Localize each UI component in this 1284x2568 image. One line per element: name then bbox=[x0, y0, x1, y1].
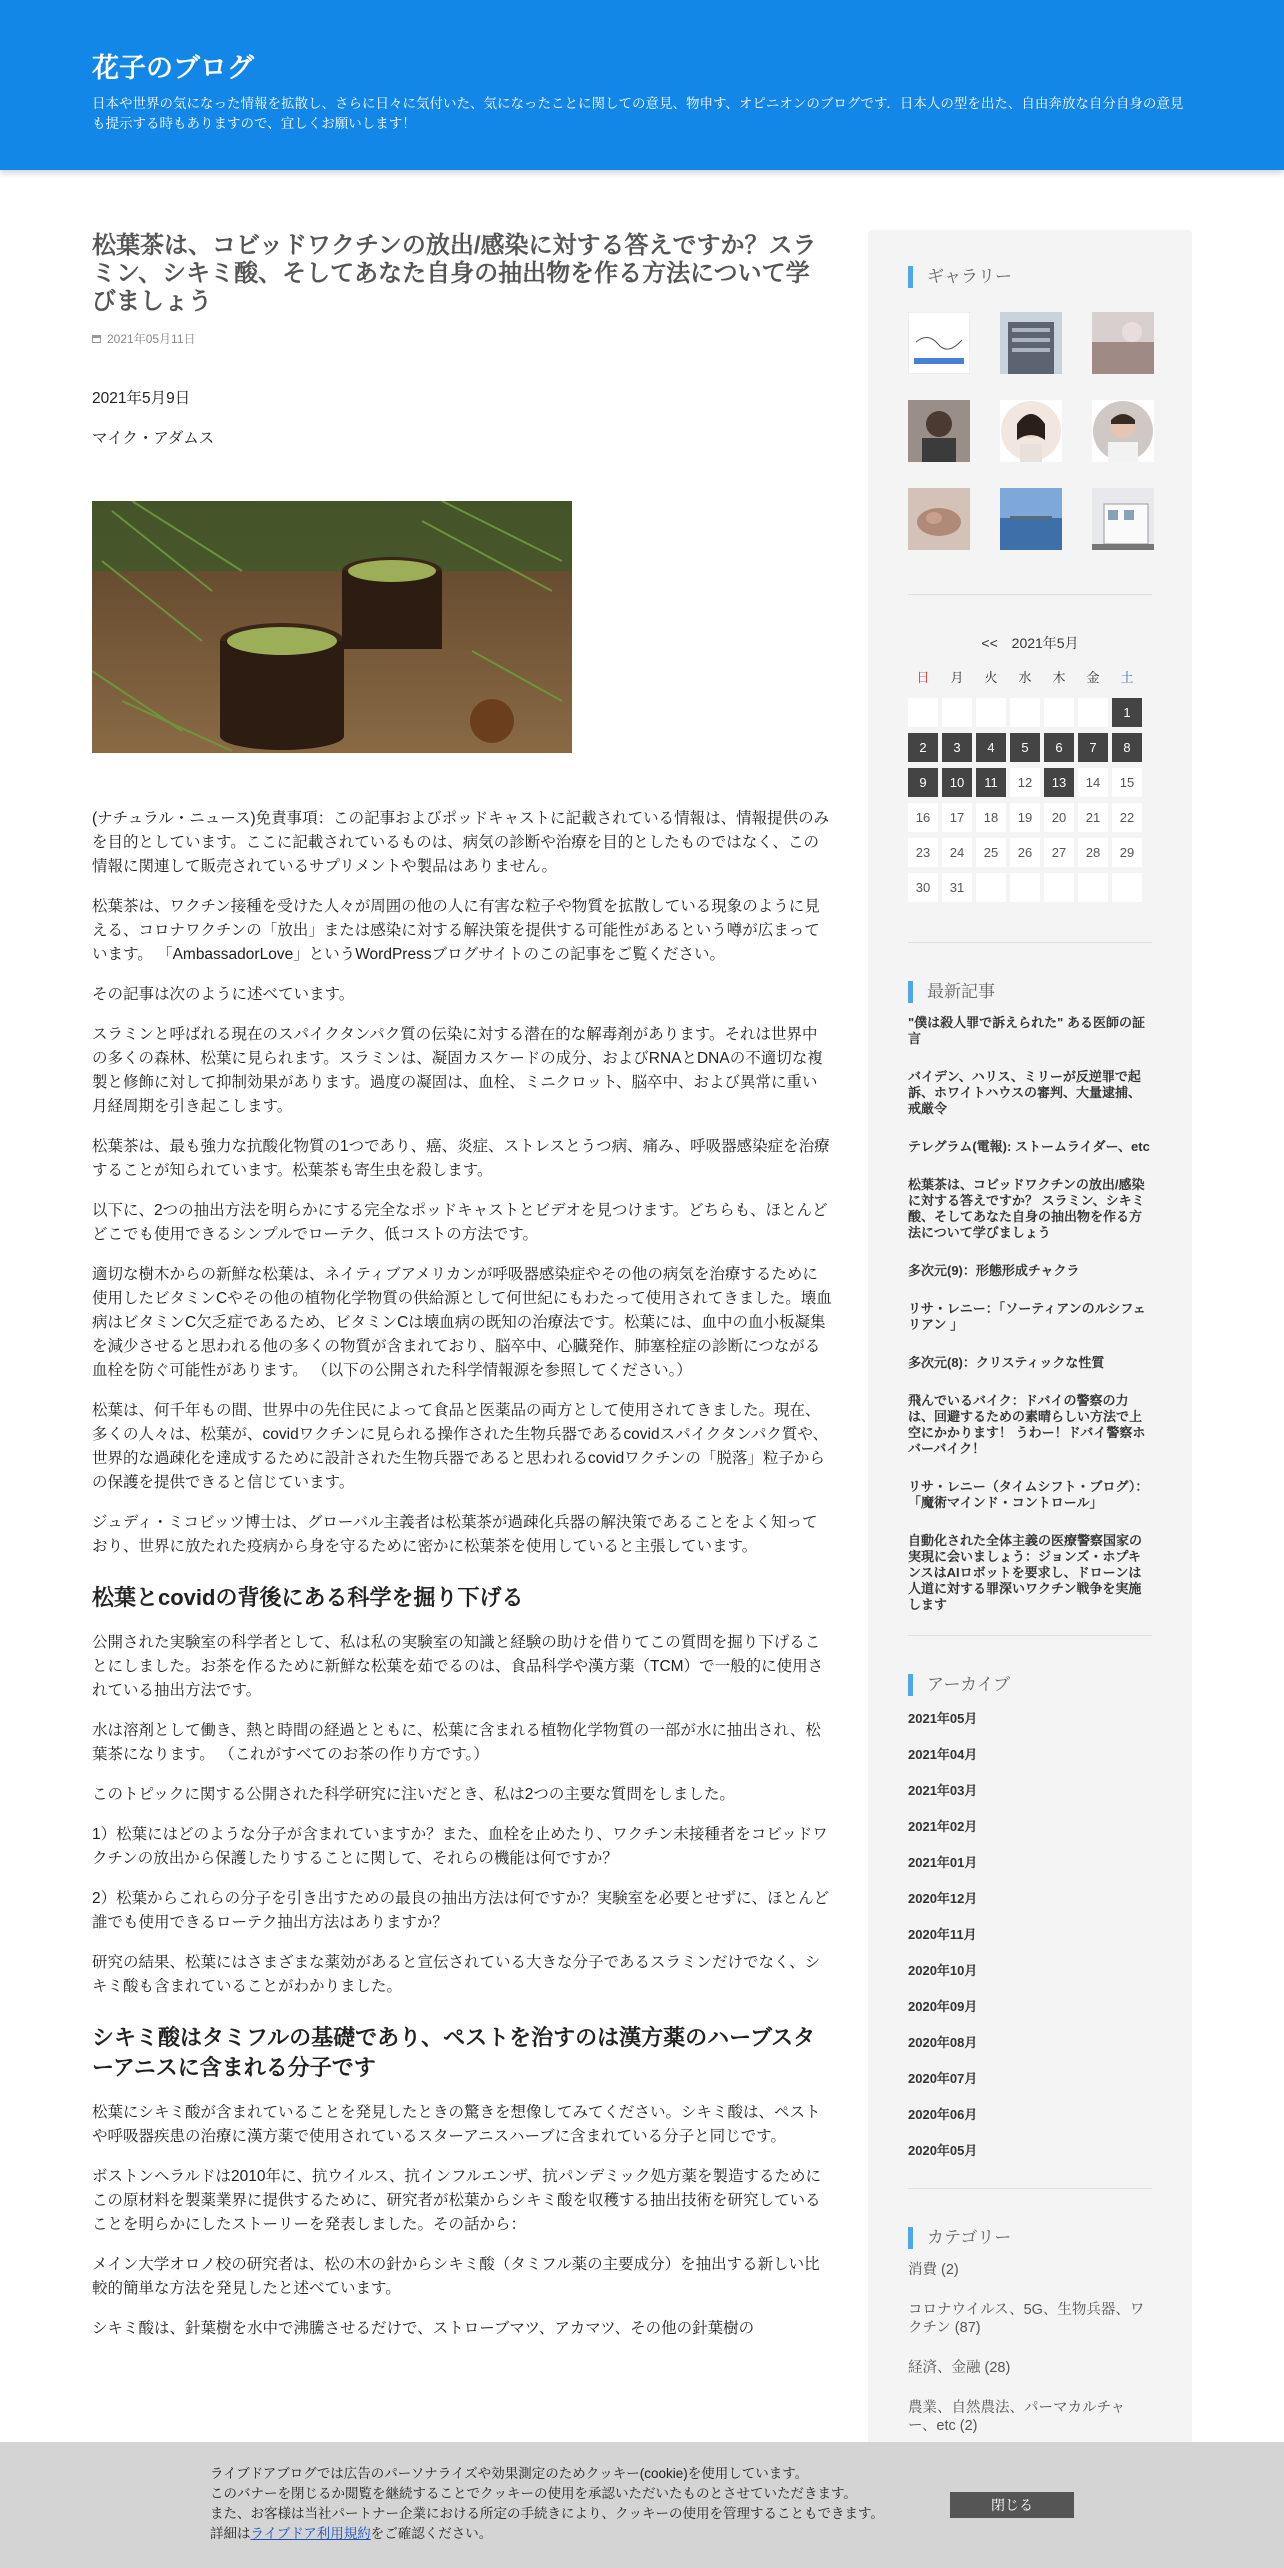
calendar-weekday: 金 bbox=[1086, 670, 1100, 685]
recent-item[interactable]: リサ・レニー（タイムシフト・ブログ）：「魔術マインド・コントロール」 bbox=[908, 1479, 1149, 1510]
calendar-day: 24 bbox=[942, 838, 972, 867]
paragraph: 松葉茶は、ワクチン接種を受けた人々が周囲の他の人に有害な粒子や物質を拡散している現象のように見える、コロナワクチンの「放出」または感染に対する解決策を提供する可能性があるという噂が広まっています。 「AmbassadorLove」というWordPressブログサイトのこの記事をご覧ください。 bbox=[92, 898, 820, 963]
recent-item[interactable]: "僕は殺人罪で訴えられた" ある医師の証言 bbox=[908, 1015, 1145, 1046]
paragraph: 水は溶剤として働き、熱と時間の経過とともに、松葉に含まれる植物化学物質の一部が水に抽出され、松葉茶になります。 （これがすべてのお茶の作り方です。） bbox=[92, 1722, 821, 1763]
archive-item[interactable]: 2021年01月 bbox=[908, 1855, 978, 1870]
calendar-day[interactable]: 3 bbox=[942, 733, 972, 762]
calendar-day: 17 bbox=[942, 803, 972, 832]
recent-item[interactable]: 松葉茶は、コビッドワクチンの放出/感染に対する答えですか？ スラミン、シキミ酸、そしてあなた自身の抽出物を作る方法について学びましょう bbox=[908, 1177, 1145, 1240]
cookie-text bbox=[210, 2464, 884, 2544]
article-author: マイク・アダムス bbox=[92, 430, 215, 447]
category-item[interactable]: 農業、自然農法、パーマカルチャー、etc (2) bbox=[908, 2400, 1126, 2434]
archive-item[interactable]: 2021年02月 bbox=[908, 1819, 978, 1834]
calendar-weekday: 月 bbox=[950, 670, 964, 685]
calendar-prev-link[interactable]: << bbox=[981, 635, 998, 651]
calendar-day[interactable]: 13 bbox=[1044, 768, 1074, 797]
calendar-day[interactable]: 4 bbox=[976, 733, 1006, 762]
recent-item[interactable]: バイデン、ハリス、ミリーが反逆罪で起訴、ホワイトハウスの審判、大量逮捕、戒厳令 bbox=[908, 1069, 1141, 1116]
post-date bbox=[92, 330, 832, 347]
calendar-empty-cell bbox=[908, 698, 938, 727]
sidebar bbox=[868, 230, 1192, 2480]
archive-item[interactable]: 2020年05月 bbox=[908, 2143, 978, 2158]
calendar-day: 28 bbox=[1078, 838, 1108, 867]
paragraph: メイン大学オロノ校の研究者は、松の木の針からシキミ酸（タミフル薬の主要成分）を抽出する新しい比較的簡単な方法を発見したと述べています。 bbox=[92, 2256, 820, 2297]
recent-title: 最新記事 bbox=[908, 981, 1152, 1003]
archive-item[interactable]: 2021年03月 bbox=[908, 1783, 978, 1798]
calendar-day: 21 bbox=[1078, 803, 1108, 832]
calendar-empty-cell bbox=[976, 698, 1006, 727]
calendar-weekday: 土 bbox=[1120, 670, 1134, 685]
calendar-empty-cell bbox=[1078, 698, 1108, 727]
paragraph: 以下に、2つの抽出方法を明らかにする完全なポッドキャストとビデオを見つけます。どちらも、ほとんどどこでも使用できるシンプルでローテク、低コストの方法です。 bbox=[92, 1202, 828, 1243]
calendar-empty-cell bbox=[1112, 873, 1142, 902]
cookie-line-suffix: をご確認ください。 bbox=[370, 2526, 493, 2541]
calendar-day[interactable]: 6 bbox=[1044, 733, 1074, 762]
calendar-empty-cell bbox=[1044, 873, 1074, 902]
recent-item[interactable]: 飛んでいるバイク：ドバイの警察の力は、回避するための素晴らしい方法で上空にかかります！ うわー！ドバイ警察ホバーバイク！ bbox=[908, 1393, 1146, 1456]
section-heading: 松葉とcovidの背後にある科学を掘り下げる bbox=[92, 1585, 524, 1610]
gallery-thumb[interactable] bbox=[908, 312, 970, 374]
calendar-day[interactable]: 2 bbox=[908, 733, 938, 762]
calendar-empty-cell bbox=[1010, 698, 1040, 727]
calendar-day[interactable]: 8 bbox=[1112, 733, 1142, 762]
archive-item[interactable]: 2021年04月 bbox=[908, 1747, 978, 1762]
calendar-empty-cell bbox=[1044, 698, 1074, 727]
divider bbox=[908, 594, 1152, 595]
archive-item[interactable]: 2020年08月 bbox=[908, 2035, 978, 2050]
paragraph: その記事は次のように述べています。 bbox=[92, 986, 355, 1003]
calendar-day: 18 bbox=[976, 803, 1006, 832]
calendar-day[interactable]: 5 bbox=[1010, 733, 1040, 762]
recent-list bbox=[908, 1015, 1152, 1613]
site-title[interactable]: 花子のブログ bbox=[92, 53, 254, 83]
calendar-day: 14 bbox=[1078, 768, 1108, 797]
calendar-day: 26 bbox=[1010, 838, 1040, 867]
gallery-thumb[interactable] bbox=[1092, 488, 1154, 550]
calendar-weekday: 火 bbox=[984, 670, 998, 685]
post-body bbox=[92, 387, 832, 2341]
calendar-day: 31 bbox=[942, 873, 972, 902]
archive-item[interactable]: 2020年09月 bbox=[908, 1999, 978, 2014]
calendar-header bbox=[908, 633, 1152, 653]
archive-list bbox=[908, 1708, 1152, 2176]
calendar-day: 30 bbox=[908, 873, 938, 902]
archive-item[interactable]: 2020年06月 bbox=[908, 2107, 978, 2122]
cookie-line: このバナーを閉じるか閲覧を継続することでクッキーの使用を承認いただいたものとさせていただきます。 bbox=[210, 2486, 857, 2501]
gallery-thumb[interactable] bbox=[1000, 400, 1062, 462]
calendar-empty-cell bbox=[976, 873, 1006, 902]
recent-item[interactable]: 自動化された全体主義の医療警察国家の実現に会いましょう：ジョンズ・ホプキンスはAIロボットを要求し、ドローンは人道に対する罪深いワクチン戦争を実施します bbox=[908, 1533, 1143, 1612]
terms-link[interactable]: ライブドア利用規約 bbox=[250, 2526, 371, 2541]
gallery-thumb[interactable] bbox=[1000, 312, 1062, 374]
archive-item[interactable]: 2021年05月 bbox=[908, 1711, 978, 1726]
paragraph: 2）松葉からこれらの分子を引き出すための最良の抽出方法は何ですか？実験室を必要とせずに、ほとんど誰でも使用できるローテク抽出方法はありますか？ bbox=[92, 1890, 830, 1931]
calendar-day[interactable]: 11 bbox=[976, 768, 1006, 797]
calendar-empty-cell bbox=[1010, 873, 1040, 902]
paragraph: スラミンと呼ばれる現在のスパイクタンパク質の伝染に対する潜在的な解毒剤があります。それは世界中の多くの森林、松葉に見られます。スラミンは、凝固カスケードの成分、およびRNAとDNAの不適切な複製と修飾に対して抑制効果があります。過度の凝固は、血栓、ミニクロット、脳卒中、および異常に重い月経周期を引き起こします。 bbox=[92, 1026, 823, 1115]
calendar-weekday: 木 bbox=[1052, 670, 1066, 685]
category-title: カテゴリー bbox=[908, 2227, 1152, 2249]
calendar-empty-cell bbox=[1078, 873, 1108, 902]
calendar-day[interactable]: 10 bbox=[942, 768, 972, 797]
gallery-thumb[interactable] bbox=[1092, 400, 1154, 462]
paragraph: 松葉茶は、最も強力な抗酸化物質の1つであり、癌、炎症、ストレスとうつ病、痛み、呼吸器感染症を治療することが知られています。松葉茶も寄生虫を殺します。 bbox=[92, 1138, 830, 1179]
calendar-day: 12 bbox=[1010, 768, 1040, 797]
category-list bbox=[908, 2261, 1152, 2435]
paragraph: 1）松葉にはどのような分子が含まれていますか？また、血栓を止めたり、ワクチン未接種者をコビッドワクチンの放出から保護したりすることに関して、それらの機能は何ですか？ bbox=[92, 1826, 828, 1867]
calendar-empty-cell bbox=[942, 698, 972, 727]
archive-item[interactable]: 2020年10月 bbox=[908, 1963, 978, 1978]
calendar-day: 20 bbox=[1044, 803, 1074, 832]
gallery-thumb[interactable] bbox=[1000, 488, 1062, 550]
gallery bbox=[908, 312, 1152, 550]
cookie-line: ライブドアブログでは広告のパーソナライズや効果測定のためクッキー(cookie)を使用しています。 bbox=[210, 2466, 809, 2481]
calendar-grid bbox=[908, 663, 1152, 902]
archive-item[interactable]: 2020年11月 bbox=[908, 1927, 977, 1942]
recent-item[interactable]: テレグラム(電報): ストームライダー、etc bbox=[908, 1139, 1150, 1154]
site-header bbox=[0, 0, 1284, 170]
paragraph: 研究の結果、松葉にはさまざまな薬効があると宣伝されている大きな分子であるスラミンだけでなく、シキミ酸も含まれていることがわかりました。 bbox=[92, 1954, 821, 1995]
archive-item[interactable]: 2020年12月 bbox=[908, 1891, 978, 1906]
archive-title: アーカイブ bbox=[908, 1674, 1152, 1696]
article bbox=[92, 232, 832, 2357]
recent-item[interactable]: 多次元(8)：クリスティックな性質 bbox=[908, 1355, 1105, 1370]
paragraph: 公開された実験室の科学者として、私は私の実験室の知識と経験の助けを借りてこの質問を掘り下げることにしました。お茶を作るために新鮮な松葉を茹でるのは、食品科学や漢方薬（TCM）で一般的に使用されている抽出方法です。 bbox=[92, 1634, 824, 1699]
calendar-weekday: 日 bbox=[916, 670, 930, 685]
post-title[interactable]: 松葉茶は、コビッドワクチンの放出/感染に対する答えですか？スラミン、シキミ酸、そしてあなた自身の抽出物を作る方法について学びましょう bbox=[92, 232, 817, 315]
gallery-title: ギャラリー bbox=[908, 266, 1152, 288]
section-heading: シキミ酸はタミフルの基礎であり、ペストを治すのは漢方薬のハーブスターアニスに含まれる分子です bbox=[92, 2025, 816, 2080]
site-description: 日本や世界の気になった情報を拡散し、さらに日々に気付いた、気になったことに関しての意見、物申す、オピニオンのブログです．日本人の型を出た、自由奔放な自分自身の意見も提示する時もありますので、宜しくお願いします！ bbox=[92, 96, 1184, 131]
gallery-thumb[interactable] bbox=[1092, 312, 1154, 374]
paragraph: ジュディ・ミコビッツ博士は、グローバル主義者は松葉茶が過疎化兵器の解決策であることをよく知っており、世界に放たれた疫病から身を守るために密かに松葉茶を使用していると主張しています。 bbox=[92, 1514, 818, 1555]
gallery-thumb[interactable] bbox=[908, 488, 970, 550]
paragraph: 松葉にシキミ酸が含まれていることを発見したときの驚きを想像してみてください。シキミ酸は、ペストや呼吸器疾患の治療に漢方薬で使用されているスターアニスハーブに含まれている分子と同じです。 bbox=[92, 2104, 821, 2145]
cookie-banner bbox=[0, 2442, 1284, 2568]
calendar-day[interactable]: 1 bbox=[1112, 698, 1142, 727]
calendar-day: 15 bbox=[1112, 768, 1142, 797]
calendar-day: 25 bbox=[976, 838, 1006, 867]
calendar-icon bbox=[92, 335, 101, 343]
calendar-day: 27 bbox=[1044, 838, 1074, 867]
paragraph: このトピックに関する公開された科学研究に注いだとき、私は2つの主要な質問をしました。 bbox=[92, 1786, 735, 1803]
cookie-line: また、お客様は当社パートナー企業における所定の手続きにより、クッキーの使用を管理することもできます。 bbox=[210, 2506, 884, 2521]
recent-item[interactable]: リサ・レニー：「ソーティアンのルシフェリアン 」 bbox=[908, 1301, 1146, 1332]
paragraph: シキミ酸は、針葉樹を水中で沸騰させるだけで、ストローブマツ、アカマツ、その他の針葉樹の bbox=[92, 2320, 755, 2337]
category-item[interactable]: コロナウイルス、5G、生物兵器、ワクチン (87) bbox=[908, 2302, 1145, 2336]
paragraph: 適切な樹木からの新鮮な松葉は、ネイティブアメリカンが呼吸器感染症やその他の病気を治療するために使用したビタミンCやその他の植物化学物質の供給源として何世紀にもわたって使用されてきました。壊血病はビタミンC欠乏症であるため、ビタミンCは壊血病の既知の治療法です。松葉には、血中の血小板凝集を減少させると思われる他の多くの物質が含まれており、脳卒中、心臓発作、肺塞栓症の診断につながる血栓を防ぐ可能性があります。 （以下の公開された科学情報源を参照してください。） bbox=[92, 1266, 832, 1379]
category-item[interactable]: 経済、金融 (28) bbox=[908, 2360, 1011, 2376]
calendar-day[interactable]: 7 bbox=[1078, 733, 1108, 762]
close-button[interactable]: 閉じる bbox=[950, 2492, 1074, 2518]
calendar-day: 23 bbox=[908, 838, 938, 867]
pine-tea-photo bbox=[92, 501, 572, 753]
recent-item[interactable]: 多次元(9)：形態形成チャクラ bbox=[908, 1263, 1080, 1278]
calendar-day[interactable]: 9 bbox=[908, 768, 938, 797]
calendar-day: 16 bbox=[908, 803, 938, 832]
paragraph: ボストンヘラルドは2010年に、抗ウイルス、抗インフルエンザ、抗パンデミック処方薬を製造するためにこの原材料を製薬業界に提供するために、研究者が松葉からシキミ酸を収穫する抽出技術を研究していることを明らかにしたストーリーを発表しました。その話から： bbox=[92, 2168, 822, 2233]
archive-item[interactable]: 2020年07月 bbox=[908, 2071, 978, 2086]
cookie-line bbox=[210, 2524, 884, 2544]
article-date: 2021年5月9日 bbox=[92, 390, 191, 407]
calendar-day: 19 bbox=[1010, 803, 1040, 832]
calendar-month: 2021年5月 bbox=[1011, 635, 1079, 651]
gallery-thumb[interactable] bbox=[908, 400, 970, 462]
post-date-text: 2021年05月11日 bbox=[107, 332, 196, 346]
paragraph: (ナチュラル・ニュース)免責事項：この記事およびポッドキャストに記載されている情報は、情報提供のみを目的としています。ここに記載されているものは、病気の診断や治療を目的としたものではなく、この情報に関連して販売されているサプリメントや製品はありません。 bbox=[92, 810, 830, 875]
calendar-day: 29 bbox=[1112, 838, 1142, 867]
paragraph: 松葉は、何千年もの間、世界中の先住民によって食品と医薬品の両方として使用されてきました。現在、多くの人々は、松葉が、covidワクチンに見られる操作された生物兵器であるcovidスパイクタンパク質や、世界的な過疎化を達成するために設計された生物兵器であると思われるcovidワクチンの「脱落」粒子からの保護を提供できると信じています。 bbox=[92, 1402, 829, 1491]
category-item[interactable]: 消費 (2) bbox=[908, 2262, 959, 2278]
cookie-line-prefix: 詳細は bbox=[210, 2526, 251, 2541]
calendar-day: 22 bbox=[1112, 803, 1142, 832]
calendar-weekday: 水 bbox=[1018, 670, 1032, 685]
